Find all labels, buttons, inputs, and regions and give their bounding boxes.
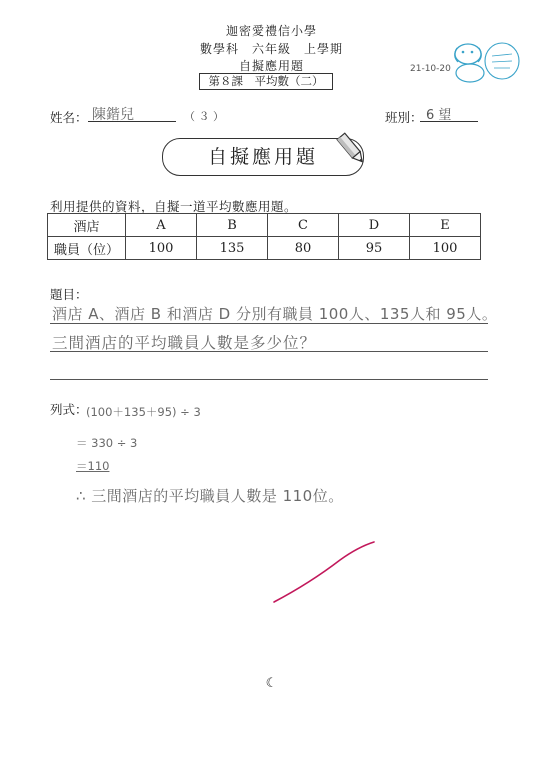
table-cell: 135 xyxy=(197,237,268,260)
answer-rule xyxy=(50,351,488,352)
working-step-3: ＝110 xyxy=(76,459,110,473)
working-step-1: (100＋135＋95) ÷ 3 xyxy=(86,405,201,419)
lesson-box: 第８課 平均數（二） xyxy=(199,73,333,90)
table-row xyxy=(48,237,481,260)
cartoon-dog-stamp-icon xyxy=(448,36,522,86)
school-name: 迦密愛禮信小學 xyxy=(225,24,317,38)
banner-title: 自擬應用題 xyxy=(162,138,364,176)
question-label: 題目： xyxy=(50,287,88,302)
table-cell: 100 xyxy=(410,237,481,260)
question-line-2: 三間酒店的平均職員人數是多少位？ xyxy=(52,334,317,352)
answer-rule xyxy=(50,323,488,324)
page-number: ☾ xyxy=(265,676,278,691)
name-label: 姓名： xyxy=(50,110,88,125)
class-number: （ ３ ） xyxy=(184,110,224,123)
table-header-row xyxy=(48,214,481,237)
instruction-text: 利用提供的資料，自擬一道平均數應用題。 xyxy=(50,199,298,214)
table-header-cell: B xyxy=(197,214,268,237)
class-value: 6 望 xyxy=(426,108,452,123)
table-header-cell: C xyxy=(268,214,339,237)
table-header-cell: E xyxy=(410,214,481,237)
topic-title: 自擬應用題 xyxy=(238,59,304,73)
answer-rule xyxy=(50,379,488,380)
working-step-2: ＝ 330 ÷ 3 xyxy=(76,436,138,450)
working-label: 列式： xyxy=(50,402,88,417)
data-table xyxy=(47,213,481,260)
class-label: 班別： xyxy=(385,110,423,125)
teacher-check-mark-icon xyxy=(270,538,380,608)
table-header-cell: D xyxy=(339,214,410,237)
student-name: 陳鍇兒 xyxy=(92,107,134,123)
table-cell: 80 xyxy=(268,237,339,260)
table-cell: 95 xyxy=(339,237,410,260)
table-row-label: 職員（位） xyxy=(48,237,126,260)
working-answer: ∴ 三間酒店的平均職員人數是 110位。 xyxy=(76,487,344,505)
pencil-icon xyxy=(332,128,372,168)
table-header-cell: 酒店 xyxy=(48,214,126,237)
stamp-date: 21-10-20 xyxy=(410,64,451,74)
question-line-1: 酒店 A、酒店 B 和酒店 D 分別有職員 100人、135人和 95人。 xyxy=(52,305,498,323)
table-header-cell: A xyxy=(126,214,197,237)
table-cell: 100 xyxy=(126,237,197,260)
subject-line: 數學科 六年級 上學期 xyxy=(199,42,343,56)
